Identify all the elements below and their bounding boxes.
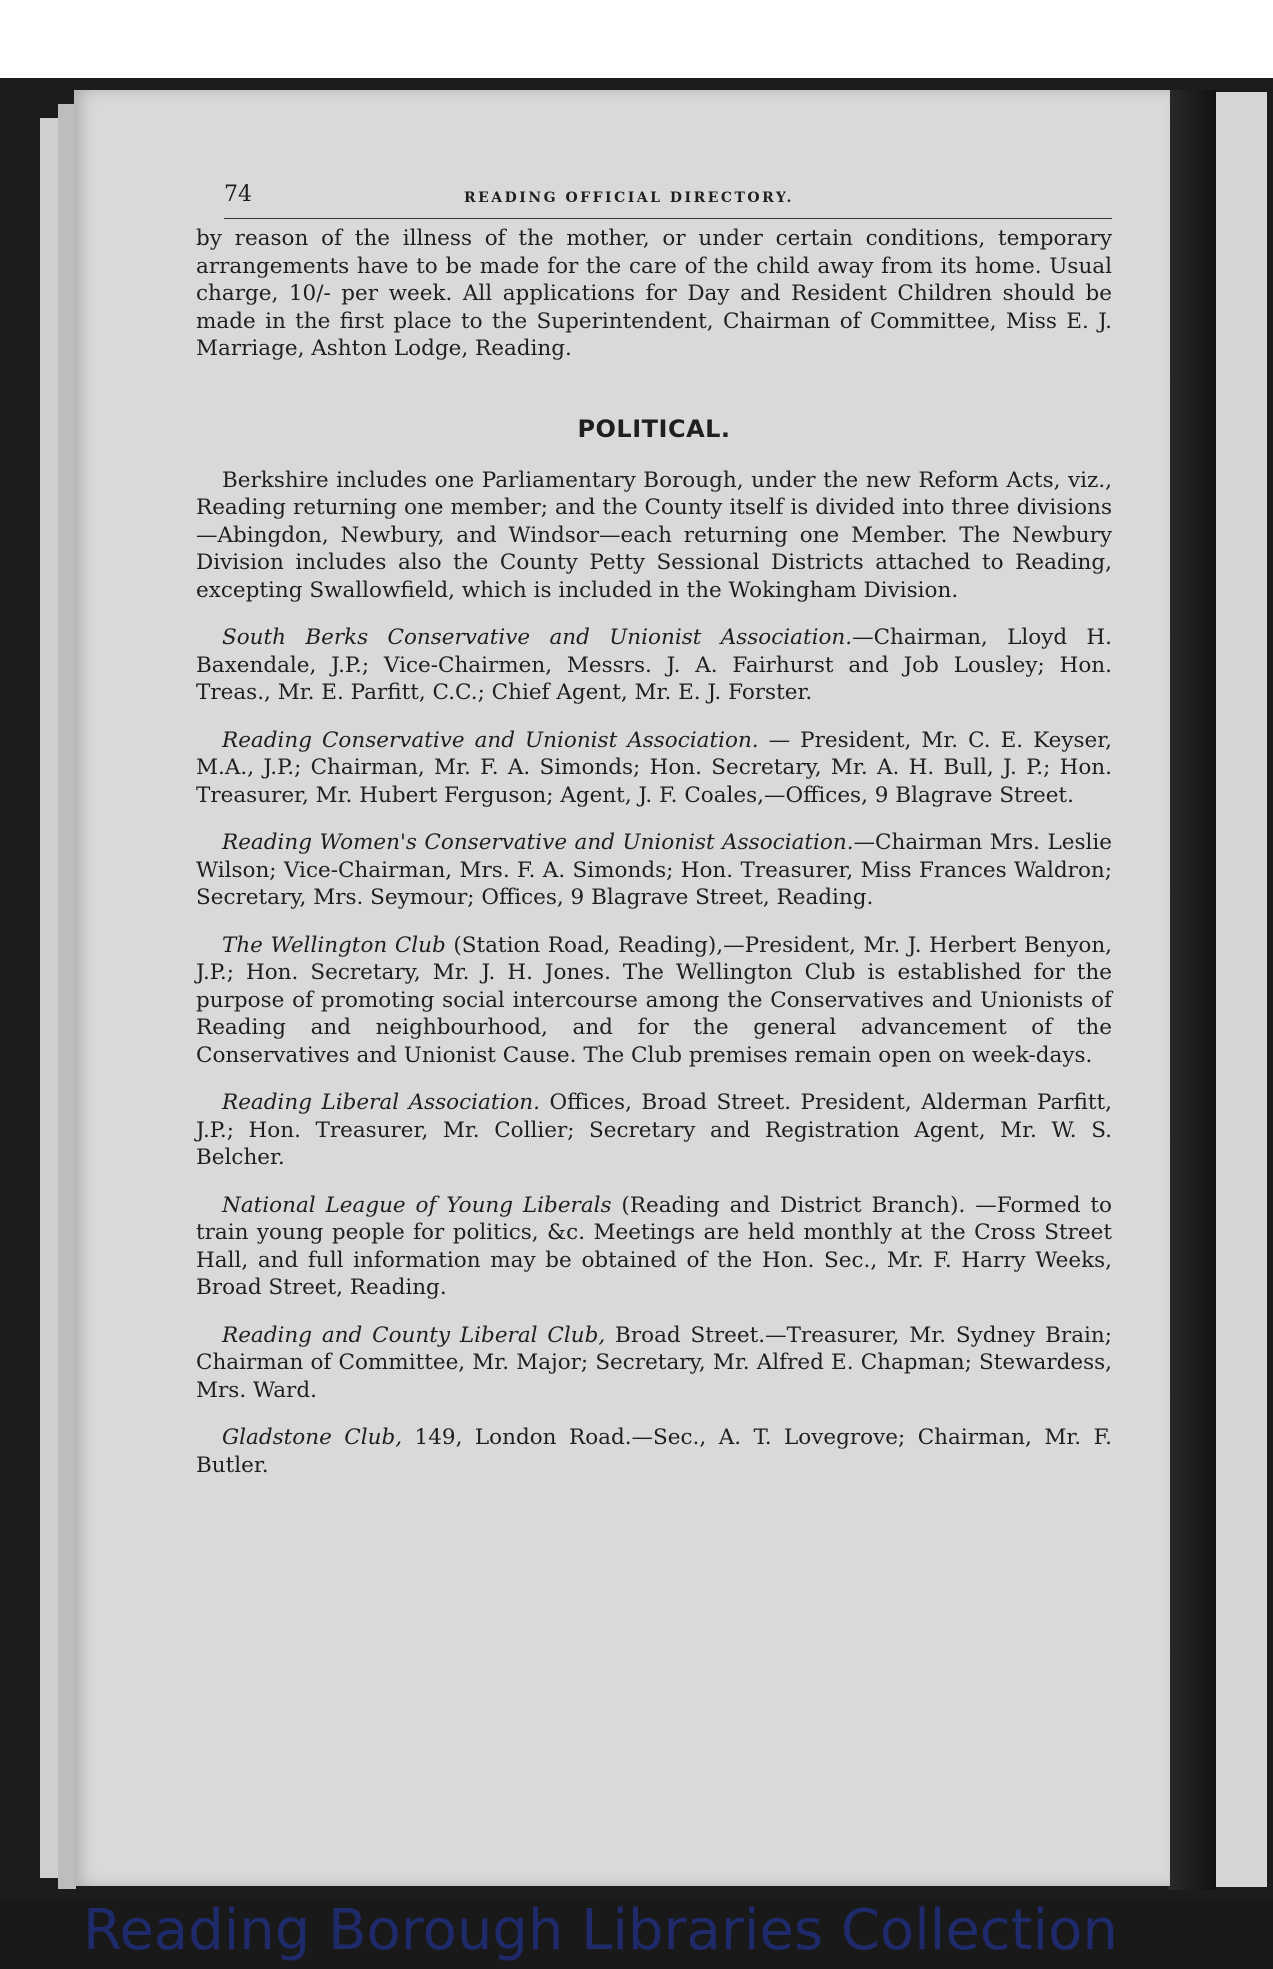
org-name: Reading Women's Conservative and Unionist Association. bbox=[222, 830, 854, 855]
running-head bbox=[224, 182, 1112, 219]
org-name: Gladstone Club, bbox=[222, 1425, 403, 1450]
page-text-block bbox=[196, 182, 1112, 1479]
page-number: 74 bbox=[224, 182, 252, 207]
entry-reading-liberal bbox=[196, 1089, 1112, 1172]
top-margin-band bbox=[0, 0, 1273, 80]
entry-reading-conservative bbox=[196, 727, 1112, 810]
org-name: The Wellington Club bbox=[222, 932, 446, 958]
entry-south-berks-conservative bbox=[196, 624, 1112, 707]
entry-gladstone-club bbox=[196, 1424, 1112, 1479]
entry-details: Broad Street.—Treasurer, Mr. Sydney Brain; Chairman of Committee, Mr. Major; Secretary, Mr. Alfred E. Chapman; Stewardess, Mrs. Ward. bbox=[196, 1322, 1112, 1403]
section-title: POLITICAL. bbox=[577, 414, 731, 443]
page-stack-edge bbox=[40, 118, 60, 1878]
org-name: South Berks Conservative and Unionist Association. bbox=[222, 625, 853, 650]
entry-details: —Chairman Mrs. Leslie Wilson; Vice-Chairman, Mrs. F. A. Simonds; Hon. Treasurer, Miss Frances Waldron; Secretary, Mrs. Seymour; Offices, 9 Blagrave Street, Reading. bbox=[196, 830, 1112, 910]
gutter-shadow bbox=[1168, 90, 1216, 1890]
entry-wellington-club bbox=[196, 932, 1112, 1070]
directory-page bbox=[74, 90, 1170, 1886]
entry-details: —Chairman, Lloyd H. Baxendale, J.P.; Vice-Chairmen, Messrs. J. A. Fairhurst and Job Lousley; Hon. Treas., Mr. E. Parfitt, C.C.; Chief Agent, Mr. E. J. Forster. bbox=[196, 625, 1112, 705]
org-name: Reading Conservative and Unionist Association. bbox=[222, 727, 759, 753]
running-title: READING OFFICIAL DIRECTORY. bbox=[464, 190, 794, 206]
entry-county-liberal-club bbox=[196, 1322, 1112, 1405]
entry-reading-womens-conservative bbox=[196, 829, 1112, 912]
org-name: Reading and County Liberal Club, bbox=[222, 1322, 606, 1348]
continuation-paragraph: by reason of the illness of the mother, or under certain conditions, temporary arrangements have to be made for the care of the child away from its home. Usual charge, 10/- per week. All applications for Day and Resident Children should be made in the first place to the Superintendent, Chairman of Committee, Miss E. J. Marriage, Ashton Lodge, Reading. bbox=[196, 226, 1112, 361]
entry-young-liberals bbox=[196, 1192, 1112, 1302]
entry-details: Offices, Broad Street. President, Alderman Parfitt, J.P.; Hon. Treasurer, Mr. Collier; Secretary and Registration Agent, Mr. W. S. Belcher. bbox=[196, 1090, 1112, 1170]
collection-watermark: Reading Borough Libraries Collection bbox=[83, 1898, 1118, 1963]
org-name: National League of Young Liberals bbox=[222, 1192, 612, 1218]
entry-details: (Station Road, Reading),—President, Mr. J. Herbert Benyon, J.P.; Hon. Secretary, Mr. J. H. Jones. The Wellington Club is established for the purpose of promoting social intercourse among the Conservatives and Unionists of Reading and neighbourhood, and for the general advancement of the Conservatives and Unionist Cause. The Club premises remain open on week-days. bbox=[196, 932, 1113, 1068]
org-name: Reading Liberal Association. bbox=[222, 1090, 540, 1115]
entry-details: (Reading and District Branch). —Formed to train young people for politics, &c. Meetings are held monthly at the Cross Street Hall, and full information may be obtained of the Hon. Sec., Mr. F. Harry Weeks, Broad Street, Reading. bbox=[196, 1192, 1112, 1300]
section-intro: Berkshire includes one Parliamentary Borough, under the new Reform Acts, viz., Reading returning one member; and the County itself is divided into three divisions—Abingdon, Newbury, and Windsor—each returning one Member. The Newbury Division includes also the County Petty Sessional Districts attached to Reading, excepting Swallowfield, which is included in the Wokingham Division. bbox=[196, 467, 1112, 603]
entry-details: — President, Mr. C. E. Keyser, M.A., J.P.; Chairman, Mr. F. A. Simonds; Hon. Secretary, Mr. A. H. Bull, J. P.; Hon. Treasurer, Mr. Hubert Ferguson; Agent, J. F. Coales,—Offices, 9 Blagrave Street. bbox=[196, 727, 1112, 808]
facing-page-edge bbox=[1212, 92, 1267, 1887]
entry-details: 149, London Road.—Sec., A. T. Lovegrove; Chairman, Mr. F. Butler. bbox=[196, 1425, 1112, 1478]
